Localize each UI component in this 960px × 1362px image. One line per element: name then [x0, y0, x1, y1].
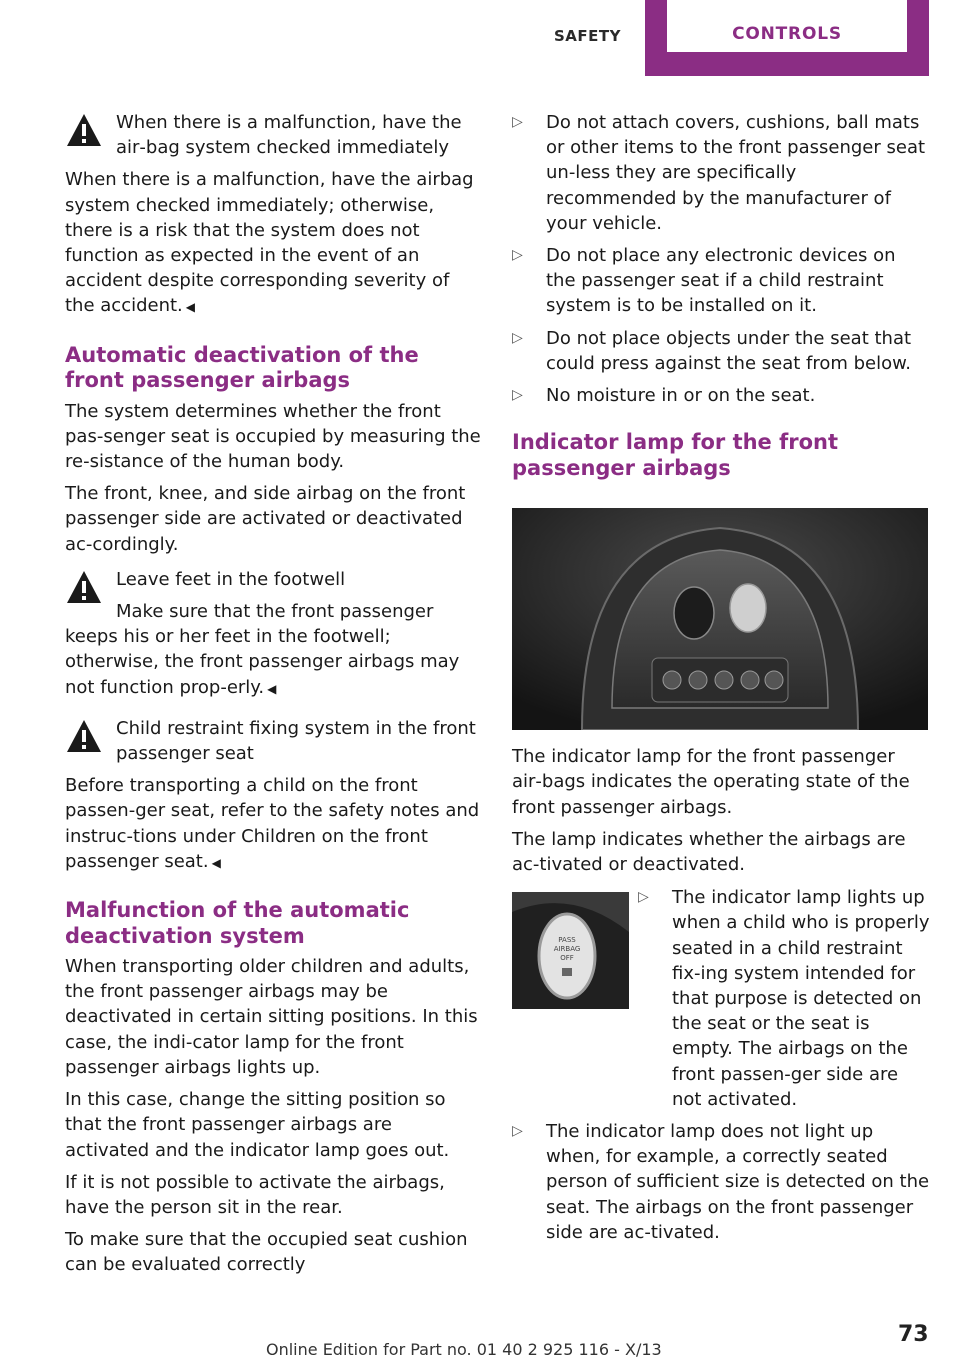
- paragraph: When transporting older children and adults, the front passenger airbags may be deactivated in certain sitting positions. In this case, the indi‐cator lamp for the front passenger airbags lights up.: [65, 956, 478, 1078]
- chapter-label: CONTROLS: [732, 24, 842, 44]
- paragraph: The system determines whether the front pas‐senger seat is occupied by measuring the re‐sistance of the human body.: [65, 400, 481, 473]
- svg-text:AIRBAG: AIRBAG: [553, 945, 581, 954]
- end-mark-icon: ◀: [211, 855, 221, 870]
- triangle-bullet-icon: ▷: [512, 247, 523, 264]
- indicator-lit-block: [512, 885, 930, 1112]
- warning-title: Leave feet in the footwell: [116, 568, 346, 590]
- triangle-bullet-icon: ▷: [512, 329, 523, 346]
- overhead-console-photo: [512, 508, 928, 730]
- paragraph: If it is not possible to activate the airbags, have the person sit in the rear.: [65, 1171, 445, 1218]
- warning-triangle-icon: [65, 569, 103, 605]
- page-number: 73: [898, 1322, 929, 1347]
- list-item: ▷ Do not place any electronic devices on the passenger seat if a child restraint system is to be installed on it.: [512, 245, 896, 317]
- left-column: [65, 110, 481, 1285]
- warning-footwell: [65, 567, 481, 702]
- section-tab-safety: [530, 0, 645, 76]
- paragraph: In this case, change the sitting position so that the front passenger airbags are activated and the indicator lamp goes out.: [65, 1089, 450, 1161]
- paragraph: The front, knee, and side airbag on the front passenger side are activated or deactivated ac‐cordingly.: [65, 483, 466, 555]
- end-mark-icon: ◀: [267, 681, 277, 696]
- triangle-bullet-icon: ▷: [638, 889, 649, 906]
- end-mark-icon: ◀: [185, 300, 196, 315]
- heading-malfunction: Malfunction of the automatic deactivation system: [65, 898, 410, 948]
- list-item: ▷ No moisture in or on the seat.: [512, 383, 930, 408]
- heading-automatic-deactivation: Automatic deactivation of the front passenger airbags: [65, 342, 419, 393]
- page-footer: [0, 1322, 960, 1362]
- chapter-tab-controls: [645, 0, 929, 76]
- list-item: ▷ The indicator lamp lights up when a child who is properly seated in a child restraint fix‐ing system intended for that purpose is detected on the seat or the seat is empty. The airbags on the front passen‐ger side are not activated.: [638, 887, 930, 1110]
- list-item: ▷ Do not attach covers, cushions, ball mats or other items to the front passenger seat un‐less they are specifically recommended by the manufacturer of your vehicle.: [512, 112, 926, 234]
- section-label: SAFETY: [554, 27, 621, 45]
- paragraph: The indicator lamp for the front passenger air‐bags indicates the operating state of the front passenger airbags.: [512, 746, 910, 818]
- svg-text:PASS: PASS: [558, 936, 576, 945]
- warning-title: Child restraint fixing system in the front passenger seat: [116, 717, 476, 765]
- heading-indicator-lamp: Indicator lamp for the front passenger airbags: [512, 430, 839, 480]
- warning-body: Before transporting a child on the front passen‐ger seat, refer to the safety notes and instruc‐tions under Children on the front passenger seat.: [65, 775, 480, 872]
- triangle-bullet-icon: ▷: [512, 387, 523, 404]
- triangle-bullet-icon: ▷: [512, 1123, 523, 1140]
- warning-title: When there is a malfunction, have the air‐bag system checked immediately: [116, 112, 462, 159]
- warning-body: Make sure that the front passenger keeps his or her feet in the footwell; otherwise, the front passenger airbags may not function prop‐erly.: [65, 601, 460, 698]
- airbag-off-lamp-photo: [512, 892, 629, 1009]
- warning-body: When there is a malfunction, have the airbag system checked immediately; otherwise, there is a risk that the system does not function as expected in the event of an accident despite corresponding severity of the accident.: [65, 169, 474, 317]
- warning-child-restraint: [65, 716, 481, 876]
- right-column: [512, 110, 930, 1252]
- triangle-bullet-icon: ▷: [512, 114, 523, 130]
- paragraph: The lamp indicates whether the airbags are ac‐tivated or deactivated.: [512, 828, 906, 876]
- list-item: ▷ The indicator lamp does not light up when, for example, a correctly seated person of sufficient size is detected on the seat. The airbags on the front passenger side are ac‐tivated.: [512, 1121, 930, 1243]
- warning-malfunction: [65, 110, 481, 321]
- paragraph: To make sure that the occupied seat cushion can be evaluated correctly: [65, 1229, 468, 1276]
- warning-triangle-icon: [65, 718, 103, 754]
- edition-text: Online Edition for Part no. 01 40 2 925 116 - X/13: [266, 1340, 662, 1359]
- svg-text:OFF: OFF: [560, 954, 574, 963]
- warning-triangle-icon: [65, 112, 103, 148]
- list-item: ▷ Do not place objects under the seat that could press against the seat from below.: [512, 327, 912, 374]
